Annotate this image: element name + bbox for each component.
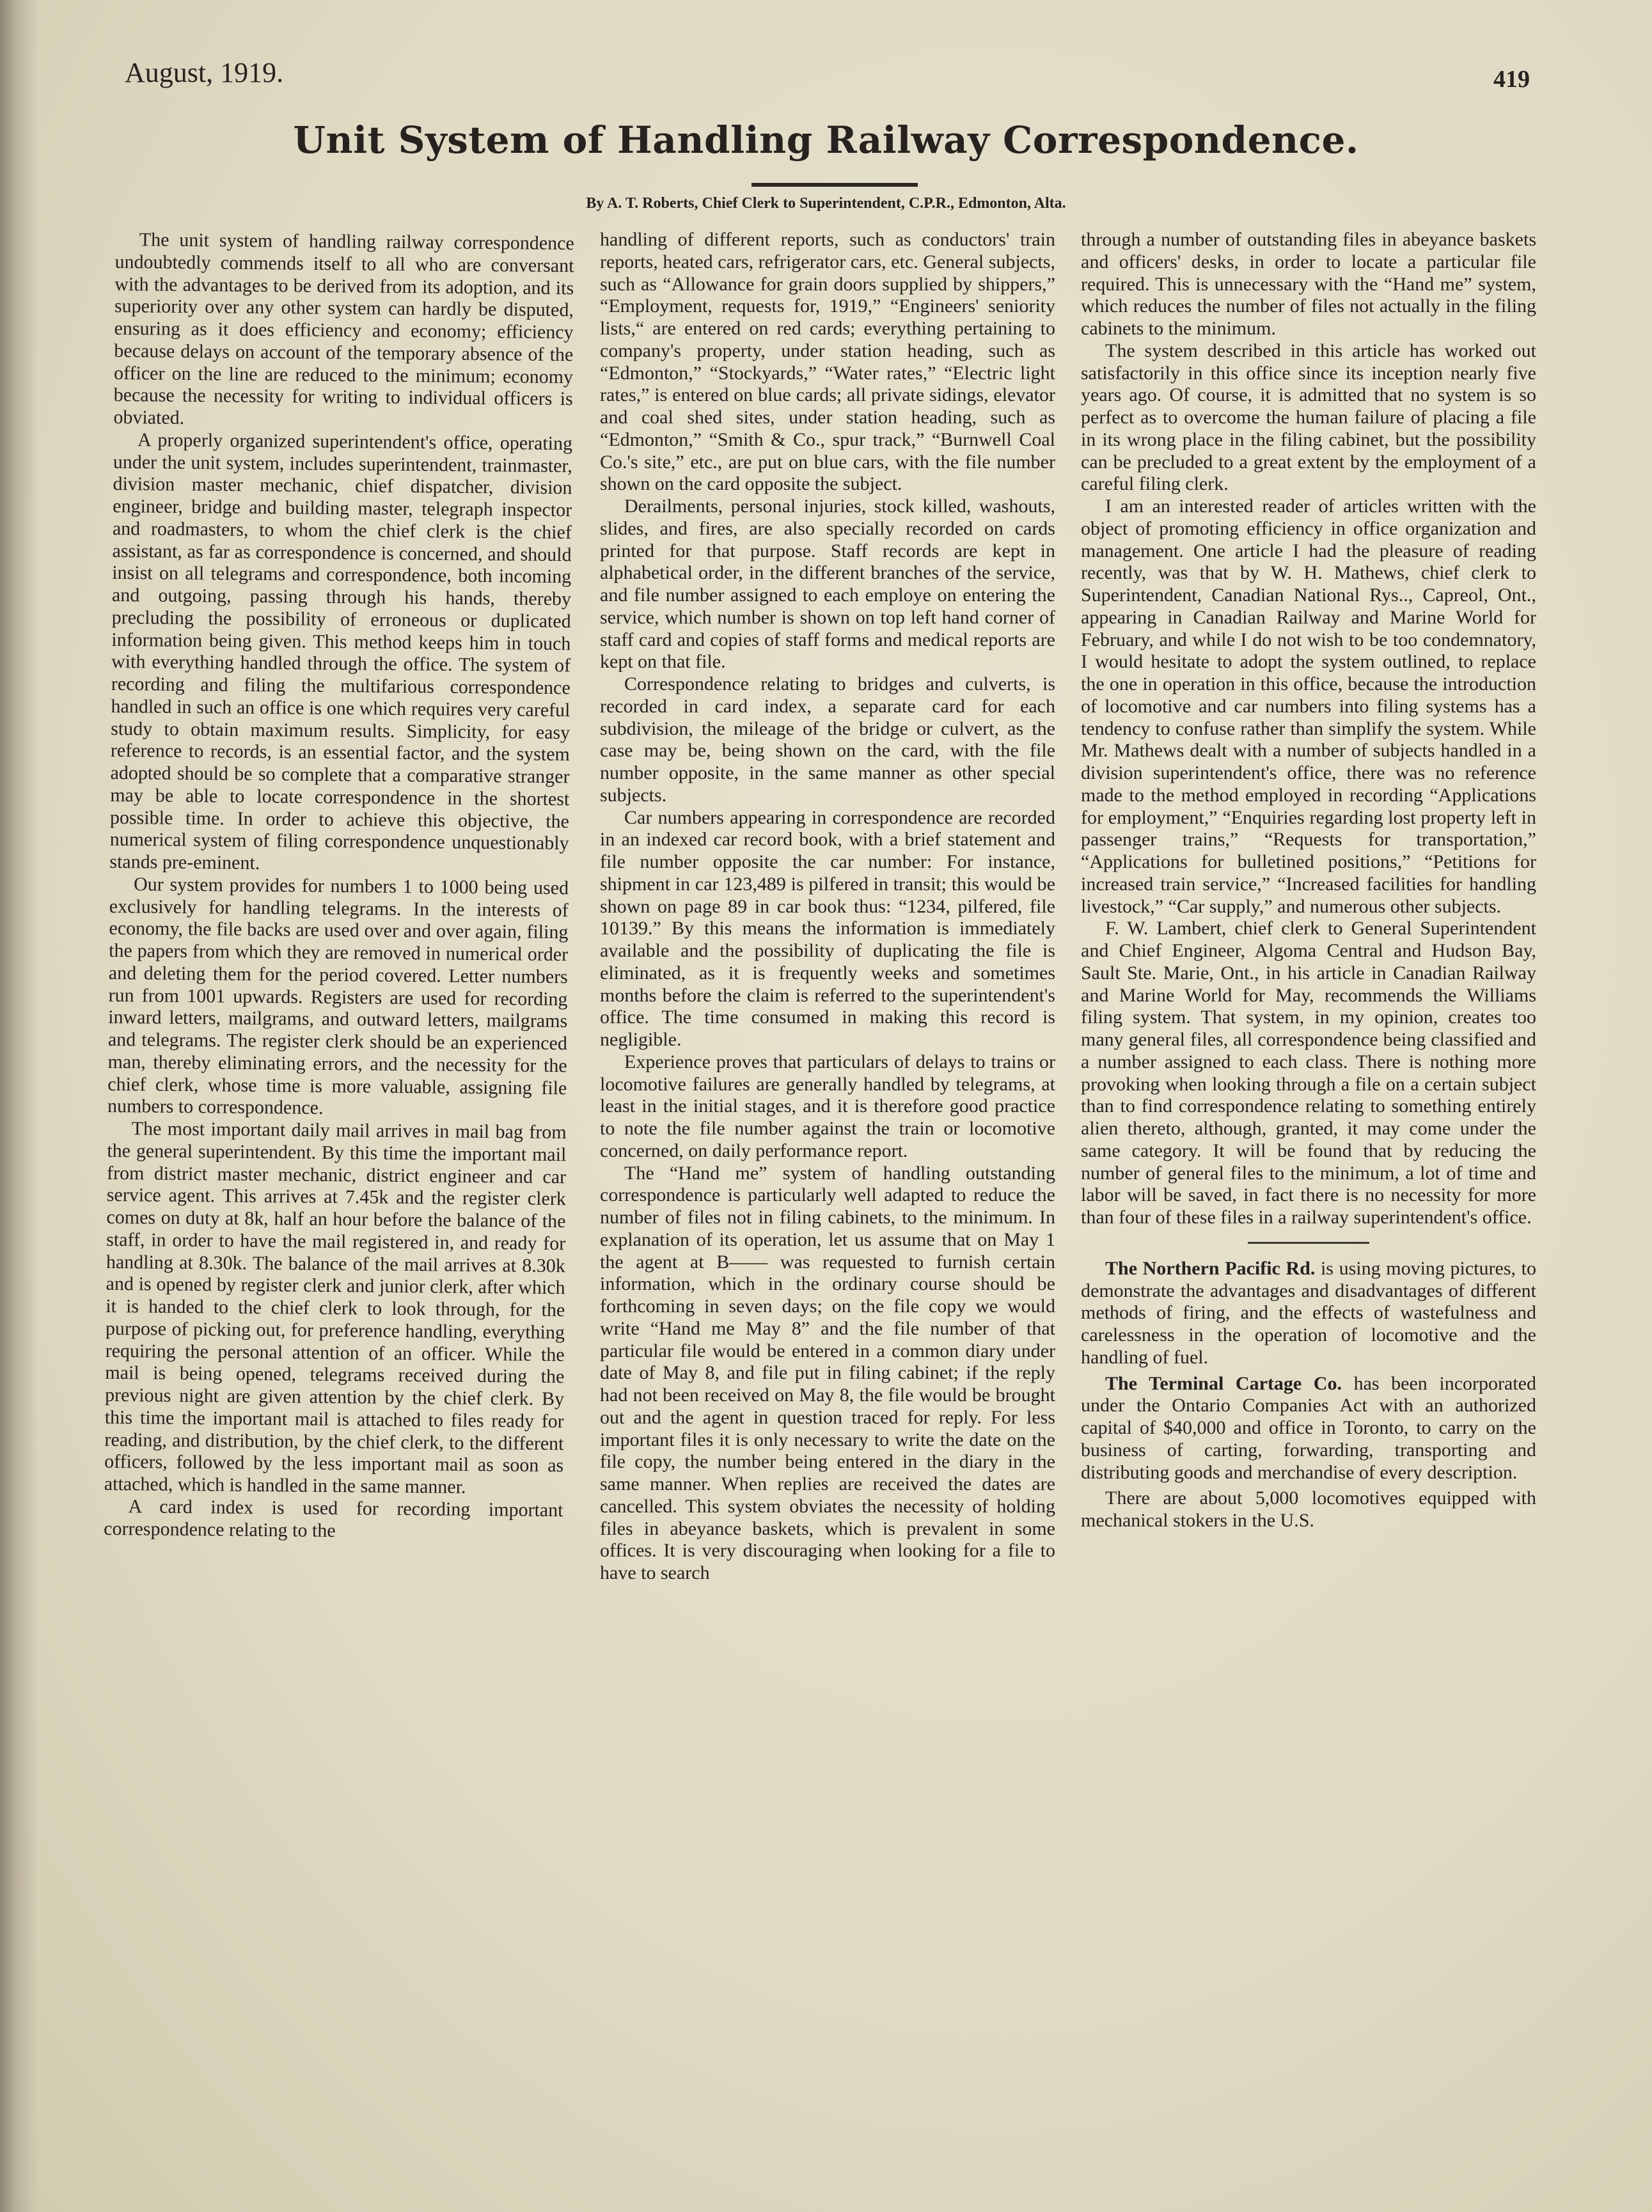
news-item — [1081, 1258, 1536, 1369]
news-item-lead: The Terminal Cartage Co. — [1105, 1372, 1342, 1394]
news-item-text: has been incorporated under the Ontario Companies Act with an authorized capital of $40,000 and office in Toronto, to carry on the business of carting, forwarding, transporting and distributing goods and merchandise of every description. — [1081, 1372, 1536, 1483]
paragraph: through a number of outstanding files in abeyance baskets and officers' desks, in order to locate a particular file required. This is unnecessary with the “Hand me” system, which reduces the number of files not actually in the filing cabinets to the minimum. — [1081, 229, 1536, 339]
paragraph: Our system provides for numbers 1 to 1000 being used exclusively for handling telegrams. In the interests of economy, the file backs are used over and over again, filing the papers from which they are removed in numerical order and deleting them for the period covered. Letter numbers run from 1001 upwards. Registers are used for recording inward letters, mailgrams, and outward letters, mailgrams and telegrams. The register clerk should be an experienced man, thereby eliminating errors, and the necessity for the chief clerk, whose time is more valuable, assigning file numbers to correspondence. — [107, 874, 569, 1119]
news-item-text: is using moving pictures, to demonstrate the advantages and disadvantages of different methods of firing, and the effects of wastefulness and carelessness in the operation of locomotive and the handling of fuel. — [1081, 1257, 1536, 1368]
article-byline: By A. T. Roberts, Chief Clerk to Superintendent, C.P.R., Edmonton, Alta. — [586, 195, 1066, 212]
section-divider — [1248, 1242, 1369, 1244]
paragraph: The unit system of handling railway correspondence undoubtedly commends itself to all who are conversant with the advantages to be derived from its adoption, and its superiority over any other system can hardly be disputed, ensuring as it does efficiency and economy; efficiency because delays on account of the temporary absence of the officer on the line are reduced to the minimum; economy because the necessity for writing to individual officers is obviated. — [113, 229, 574, 428]
paragraph: Experience proves that particulars of delays to trains or locomotive failures are generally handled by telegrams, at least in the initial stages, and it is therefore good practice to note the file number against the train or locomotive concerned, on daily performance report. — [600, 1051, 1055, 1161]
paragraph: The “Hand me” system of handling outstanding correspondence is particularly well adapted to reduce the number of files not in filing cabinets, to the minimum. In explanation of its operation, let us assume that on May 1 the agent at B—— was requested to furnish certain information, which in the ordinary course should be forthcoming in seven days; on the file copy we would write “Hand me May 8” and the file number of that particular file would be entered in a common diary under date of May 8, and file put in filing cabinet; if the reply had not been received on May 8, the file would be brought out and the agent in question traced for reply. For less important files it is only necessary to write the date on the file copy, the number being entered in the diary in the same manner. When replies are received the dates are cancelled. This system obviates the necessity of holding files in abeyance baskets, which is prevalent in some offices. It is very discouraging when looking for a file to have to search — [600, 1162, 1055, 1583]
issue-date: August, 1919. — [125, 57, 284, 88]
paragraph: F. W. Lambert, chief clerk to General Superintendent and Chief Engineer, Algoma Central and Hudson Bay, Sault Ste. Marie, Ont., in his article in Canadian Railway and Marine World for May, recommends the Williams filing system. That system, in my opinion, creates too many general files, all correspondence being classified and a number assigned to each class. There is nothing more provoking when looking through a file on a certain subject than to find correspondence relating to something entirely alien thereto, although, granted, it may come under the same category. It will be found that by reducing the number of general files to the minimum, a lot of time and labor will be saved, in fact there is no necessity for more than four of these files in a railway superintendent's office. — [1081, 918, 1536, 1228]
paragraph: The system described in this article has worked out satisfactorily in this office since its inception nearly five years ago. Of course, it is admitted that no system is so perfect as to overcome the human failure of placing a file in its wrong place in the filing cabinet, but the possibility can be precluded to a great extent by the employment of a careful filing clerk. — [1081, 340, 1536, 495]
news-item — [1081, 1373, 1536, 1484]
paragraph: handling of different reports, such as conductors' train reports, heated cars, refrigerator cars, etc. General subjects, such as “Allowance for grain doors supplied by shippers,” “Employment, requests for, 1919,” “Engineers' seniority lists,“ are entered on red cards; everything pertaining to company's property, under station heading, such as “Edmonton,” “Stockyards,” “Water rates,” “Electric light rates,” is entered on blue cards; all private sidings, elevator and coal shed sites, under station heading, such as “Edmonton,” “Smith & Co., spur track,” “Burnwell Coal Co.'s site,” etc., are put on blue cars, with the file number shown on the card opposite the subject. — [600, 229, 1055, 495]
paragraph: Car numbers appearing in correspondence are recorded in an indexed car record book, with a brief statement and file number opposite the car number: For instance, shipment in car 123,489 is pilfered in transit; this would be shown on page 89 in car book thus: “1234, pilfered, file 10139.” By this means the information is immediately available and the possibility of duplicating the file is eliminated, as it is frequently weeks and sometimes months before the claim is referred to the superintendent's office. The time consumed in making this record is negligible. — [600, 806, 1055, 1050]
news-item — [1081, 1487, 1536, 1532]
column-2 — [600, 229, 1055, 1585]
paragraph: A properly organized superintendent's office, operating under the unit system, includes superintendent, trainmaster, division master mechanic, chief dispatcher, division engineer, bridge and building master, telegraph inspector and roadmasters, to whom the chief clerk is the chief assistant, as far as correspondence is concerned, and should insist on all telegrams and correspondence, both incoming and outgoing, passing through his hands, thereby precluding the possibility of erroneous or duplicated information being given. This method keeps him in touch with everything handled through the office. The system of recording and filing the multifarious correspondence handled in such an office is one which requires very careful study to obtain maximum results. Simplicity, for easy reference to records, is an essential factor, and the system adopted should be so complete that a comparative stranger may be able to locate correspondence in the shortest possible time. In order to achieve this objective, the numerical system of filing correspondence unquestionably stands pre-eminent. — [109, 429, 573, 874]
column-1 — [104, 229, 574, 1544]
column-3 — [1081, 229, 1536, 1532]
paragraph: Derailments, personal injuries, stock killed, washouts, slides, and fires, are also specially recorded on cards printed for that purpose. Staff records are kept in alphabetical order, in the different branches of the service, and file number assigned to each employe on entering the service, which number is shown on top left hand corner of staff card and copies of staff forms and medical reports are kept on that file. — [600, 496, 1055, 673]
page-number: 419 — [1493, 66, 1530, 93]
paragraph: A card index is used for recording important correspondence relating to the — [104, 1496, 563, 1541]
paragraph: I am an interested reader of articles written with the object of promoting efficiency in office organization and management. One article I had the pleasure of reading recently, was that by W. H. Mathews, chief clerk to Superintendent, Canadian National Rys.., Capreol, Ont., appearing in Canadian Railway and Marine World for February, and while I do not wish to be too condemnatory, I would hesitate to adopt the system outlined, to replace the one in operation in this office, because the introduction of locomotive and car numbers into filing systems has a tendency to confuse rather than simplify the system. While Mr. Mathews dealt with a number of subjects handled in a division superintendent's office, there was no reference made to the method employed in recording “Applications for employment,” “Enquiries regarding lost property left in passenger trains,” “Requests for transportation,” “Applications for bulletined positions,” “Petitions for increased train service,” “Increased facilities for handling livestock,” “Car supply,” and numerous other subjects. — [1081, 496, 1536, 917]
paragraph: Correspondence relating to bridges and culverts, is recorded in card index, a separate card for each subdivision, the mileage of the bridge or culvert, as the case may be, being shown on the card, with the file number opposite, in the same manner as other special subjects. — [600, 673, 1055, 806]
binding-gutter-shadow — [0, 0, 38, 2212]
title-rule — [751, 183, 918, 187]
news-item-text: There are about 5,000 locomotives equipped with mechanical stokers in the U.S. — [1081, 1487, 1536, 1531]
news-item-lead: The Northern Pacific Rd. — [1105, 1257, 1316, 1279]
paragraph: The most important daily mail arrives in mail bag from the general superintendent. By this time the important mail from district master mechanic, district engineer and car service agent. This arrives at 7.45k and the register clerk comes on duty at 8k, half an hour before the balance of the staff, in order to have the mail registered in, and ready for handling at 8.30k. The balance of the mail arrives at 8.30k and is opened by register clerk and junior clerk, after which it is handed to the chief clerk to look through, for the purpose of picking out, for preference handling, everything requiring the personal attention of an officer. While the mail is being opened, telegrams received during the previous night are given attention by the chief clerk. By this time the important mail is attached to files ready for reading, and distribution, by the chief clerk, to the different officers, followed by the less important mail as soon as attached, which is handled in the same manner. — [104, 1118, 567, 1498]
article-title: Unit System of Handling Railway Correspondence. — [293, 118, 1359, 162]
